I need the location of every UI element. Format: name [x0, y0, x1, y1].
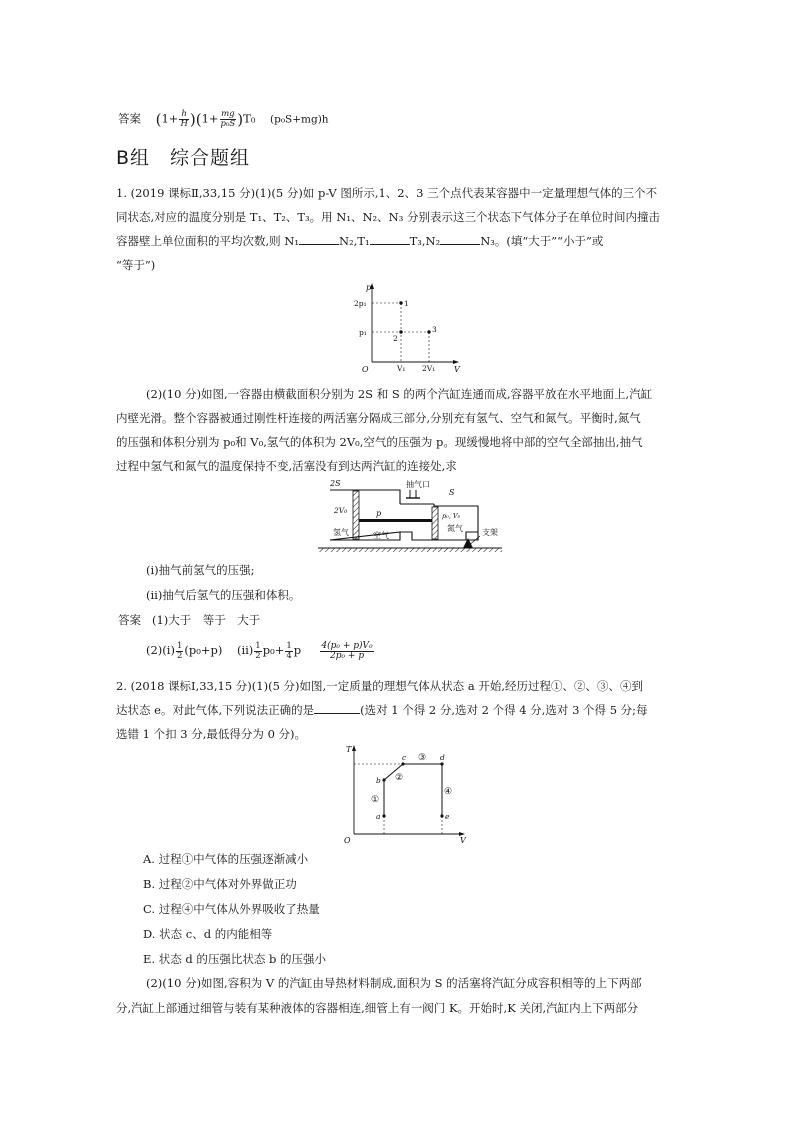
label-a: a — [376, 812, 381, 821]
ans2-ii-label: (ⅱ) — [236, 643, 254, 657]
state-b — [382, 778, 385, 781]
q1-text-b: N₂,T₁ — [338, 234, 370, 248]
q1-answer-line2 — [146, 640, 375, 661]
small-cylinder — [434, 504, 478, 540]
ans2-i-rest: (p₀+p) — [184, 643, 223, 657]
q1-text-a: 容器壁上单位面积的平均次数,则 N₁ — [116, 234, 299, 248]
frac3-den: 4 — [286, 650, 292, 661]
tick-2v1: 2V₁ — [422, 364, 436, 372]
point-1 — [399, 301, 402, 304]
state-d — [440, 762, 443, 765]
frac3-num: 1 — [286, 640, 292, 651]
answer-label: 答案 — [118, 111, 141, 126]
label-stand: 支架 — [482, 528, 498, 537]
frac1-den: 2 — [176, 650, 183, 661]
answer-force: (p₀S+mg)h — [270, 113, 329, 126]
answer-blank-3[interactable] — [440, 234, 480, 245]
tick-2p1: 2p₁ — [354, 299, 367, 308]
ans2-mid: p₀+ — [262, 643, 285, 657]
q1-part2-line2: 内壁光滑。整个容器被通过刚性杆连接的两活塞分隔成三部分,分别充有氢气、空气和氮气。平衡时,氮气 — [116, 411, 641, 425]
t-axis-label: T — [346, 745, 352, 754]
frac1-num: 1 — [176, 640, 183, 651]
label-nitrogen: 氮气 — [447, 524, 463, 533]
q2-part2-line2: 分,汽缸上部通过细管与装有某种液体的容器相连,细管上有一阀门 K。开始时,K 关闭,汽缸内上下两部分 — [116, 1001, 639, 1015]
answer-blank-q2[interactable] — [314, 703, 360, 714]
right-piston — [432, 507, 438, 539]
ground-hatch — [318, 548, 502, 552]
frac4-den: 2p₀ + p — [329, 650, 365, 661]
q1-part2-line1: (2)(10 分)如图,一容器由横截面积分别为 2S 和 S 的两个汽缸连通而成,容器平放在水平地面上,汽缸 — [146, 387, 653, 401]
q1-answer-1: (1)大于 等于 大于 — [151, 613, 261, 627]
q2-header-line1: 2. (2018 课标Ⅰ,33,15 分)(1)(5 分)如图,一定质量的理想气体从状态 a 开始,经历过程①、②、③、④到 — [116, 679, 644, 693]
v-axis-label: V — [454, 365, 460, 372]
point-2-label: 2 — [393, 334, 398, 343]
label-p: p — [376, 509, 382, 518]
p-axis-label: p — [366, 283, 372, 292]
q1-part2-line4: 过程中氢气和氮气的温度保持不变,活塞没有到达两汽缸的连接处,求 — [116, 459, 457, 473]
origin-label-2: O — [344, 836, 351, 844]
q2-part2-line1: (2)(10 分)如图,容积为 V 的汽缸由导热材料制成,面积为 S 的活塞将汽缸分成容积相等的上下两部 — [146, 976, 642, 990]
label-s: S — [449, 488, 455, 497]
tv-graph — [336, 742, 476, 844]
section-title: B组 综合题组 — [116, 147, 251, 169]
q1-answer-line1 — [118, 613, 260, 627]
option-a[interactable]: A. 过程①中气体的压强逐渐减小 — [143, 852, 309, 866]
label-2s: 2S — [330, 479, 341, 488]
v-axis-label-2: V — [460, 836, 466, 844]
label-b: b — [376, 776, 381, 785]
label-p0v0: p₀, V₀ — [442, 512, 461, 520]
tick-p1: p₁ — [359, 328, 367, 337]
q1-sub-ii: (ⅱ)抽气后氢气的压强和体积。 — [146, 588, 301, 602]
label-process-1: ① — [371, 795, 380, 805]
pv-graph — [346, 280, 466, 372]
label-process-4: ④ — [444, 787, 453, 797]
option-e[interactable]: E. 状态 d 的压强比状态 b 的压强小 — [143, 952, 327, 966]
answer-blank-1[interactable] — [299, 234, 339, 245]
q1-header-line1: 1. (2019 课标Ⅱ,33,15 分)(1)(5 分)如 p-V 图所示,1、2、3 三个点代表某容器中一定量理想气体的三个不 — [116, 186, 658, 200]
rigid-rod — [359, 519, 432, 522]
label-e: e — [445, 812, 450, 821]
frac2-den: 2 — [255, 650, 261, 661]
q1-header-line2: 同状态,对应的温度分别是 T₁、T₂、T₃。用 N₁、N₂、N₃ 分别表示这三个状态下气体分子在单位时间内撞击 — [116, 210, 660, 224]
point-2 — [399, 330, 402, 333]
label-process-2: ② — [395, 773, 404, 783]
q2-text-b: (选对 1 个得 2 分,选对 2 个得 4 分,选对 3 个得 5 分;每 — [360, 703, 648, 717]
q1-answer-label: 答案 — [118, 613, 141, 627]
tick-v1: V₁ — [397, 364, 406, 372]
option-c[interactable]: C. 过程④中气体从外界吸收了热量 — [143, 902, 320, 916]
q1-sub-i: (ⅰ)抽气前氢气的压强; — [146, 563, 255, 577]
state-e — [440, 814, 443, 817]
frac4-num: 4(p₀ + p)V₀ — [321, 640, 373, 651]
q1-header-line4: “等于”) — [116, 258, 156, 272]
state-a — [382, 814, 385, 817]
point-3-label: 3 — [432, 325, 437, 334]
q1-part2-line3: 的压强和体积分别为 p₀和 V₀,氢气的体积为 2V₀,空气的压强为 p。现缓慢地将中部的空气全部抽出,抽气 — [116, 435, 643, 449]
option-d[interactable]: D. 状态 c、d 的内能相等 — [143, 927, 273, 941]
t-axis-arrow — [352, 745, 356, 751]
label-pump-outlet: 抽气口 — [406, 480, 430, 489]
cylinder-figure — [316, 476, 506, 556]
ans2-p: p — [293, 643, 302, 657]
q1-text-d: N₃。(填“大于”“小于”或 — [480, 234, 604, 248]
q1-header-line3 — [116, 234, 603, 248]
label-air: 空气 — [373, 531, 389, 540]
point-3 — [427, 330, 430, 333]
q2-header-line3: 选错 1 个扣 3 分,最低得分为 0 分)。 — [116, 727, 307, 741]
label-d: d — [440, 753, 445, 762]
label-c: c — [402, 753, 407, 762]
label-process-3: ③ — [418, 753, 427, 763]
origin-label: O — [362, 365, 369, 372]
q1-text-c: T₃,N₂ — [409, 234, 441, 248]
top-answer: 答案 (1+ $\frac{h}{H}$ )(1+ $\frac{mg}{\text{p₀S}}$ )T₀ (p₀S+mg)h — [118, 109, 329, 129]
answer-blank-2[interactable] — [370, 234, 410, 245]
label-hydrogen: 氢气 — [333, 528, 349, 537]
option-b[interactable]: B. 过程②中气体对外界做正功 — [143, 877, 297, 891]
q2-header-line2 — [116, 703, 648, 717]
point-1-label: 1 — [404, 299, 409, 308]
ans2-prefix: (2)(ⅰ) — [146, 643, 175, 657]
label-2v0: 2V₀ — [334, 506, 348, 515]
v-axis-arrow — [453, 360, 459, 364]
frac2-num: 1 — [255, 640, 261, 651]
q2-text-a: 达状态 e。对此气体,下列说法正确的是 — [116, 703, 315, 717]
state-c — [401, 762, 404, 765]
left-piston — [353, 491, 359, 539]
stand-pointer — [468, 536, 480, 546]
